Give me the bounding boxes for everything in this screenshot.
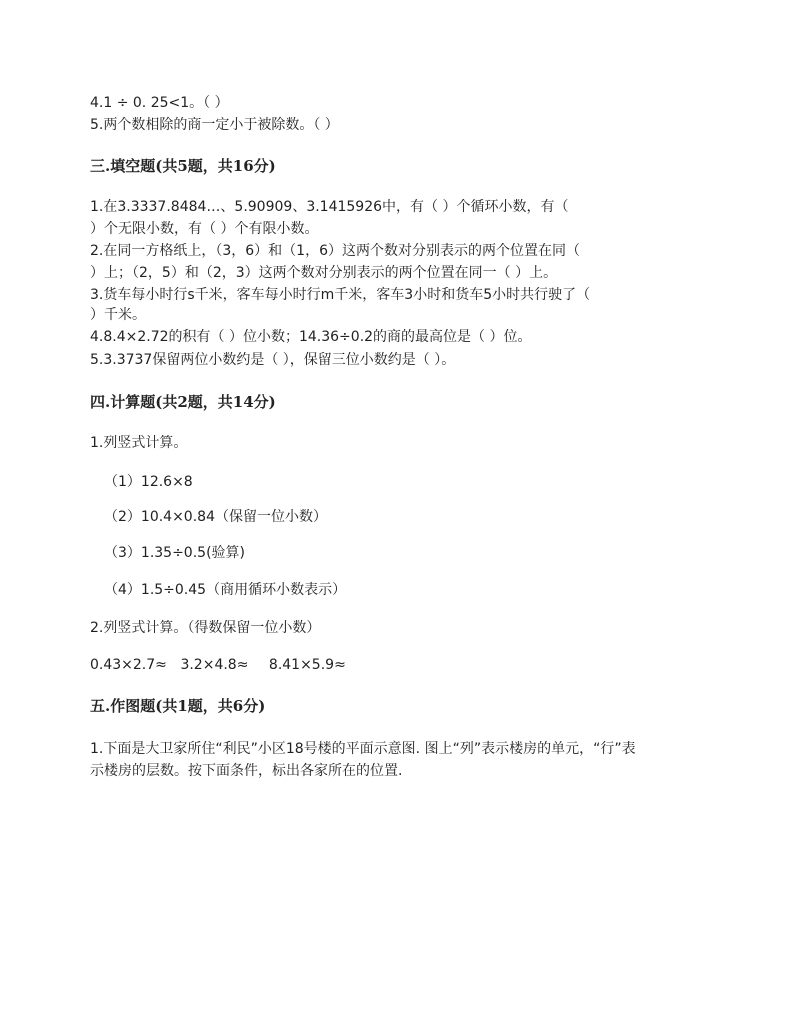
judge-item-4: 4.1 ÷ 0. 25<1。（ ） xyxy=(90,95,229,111)
fill-line-6: ）千米。 xyxy=(90,307,146,323)
calc-expr-3: 8.41×5.9≈ xyxy=(268,657,346,673)
fill-line-3: 2.在同一方格纸上，（3，6）和（1，6）这两个数对分别表示的两个位置在同（ xyxy=(90,243,580,259)
fill-line-8: 5.3.3737保留两位小数约是（ ），保留三位小数约是（ ）。 xyxy=(90,352,456,368)
calc-expr-2: 3.2×4.8≈ xyxy=(180,657,249,673)
judge-item-5: 5.两个数相除的商一定小于被除数。（ ） xyxy=(90,117,339,133)
draw-line-2: 示楼房的层数。按下面条件，标出各家所在的位置. xyxy=(90,763,403,779)
fill-line-4: ）上；（2，5）和（2，3）这两个数对分别表示的两个位置在同一（ ）上。 xyxy=(90,265,558,281)
section-4-title: 四.计算题(共2题，共14分) xyxy=(90,393,276,411)
calc-question-1: 1.列竖式计算。 xyxy=(90,435,188,451)
calc-item-3: （3）1.35÷0.5(验算) xyxy=(104,545,245,561)
fill-line-5: 3.货车每小时行s千米，客车每小时行m千米，客车3小时和货车5小时共行驶了（ xyxy=(90,287,591,303)
draw-line-1: 1.下面是大卫家所住“利民”小区18号楼的平面示意图. 图上“列”表示楼房的单元，“行”表 xyxy=(90,741,636,757)
calc-question-2: 2.列竖式计算。（得数保留一位小数） xyxy=(90,620,321,636)
section-5-title: 五.作图题(共1题，共6分) xyxy=(90,697,266,715)
calc-expr-1: 0.43×2.7≈ xyxy=(90,657,167,673)
fill-line-2: ）个无限小数，有（ ）个有限小数。 xyxy=(90,221,319,237)
calc-item-2: （2）10.4×0.84（保留一位小数） xyxy=(104,509,327,525)
calc-item-1: （1）12.6×8 xyxy=(104,474,193,490)
calc-row xyxy=(90,656,346,674)
fill-line-7: 4.8.4×2.72的积有（ ）位小数；14.36÷0.2的商的最高位是（ ）位。 xyxy=(90,329,532,345)
calc-item-4: （4）1.5÷0.45（商用循环小数表示） xyxy=(104,582,347,598)
fill-line-1: 1.在3.3337.8484…、5.90909、3.1415926中，有（ ）个循环小数，有（ xyxy=(90,199,569,215)
section-3-title: 三.填空题(共5题，共16分) xyxy=(90,157,276,175)
